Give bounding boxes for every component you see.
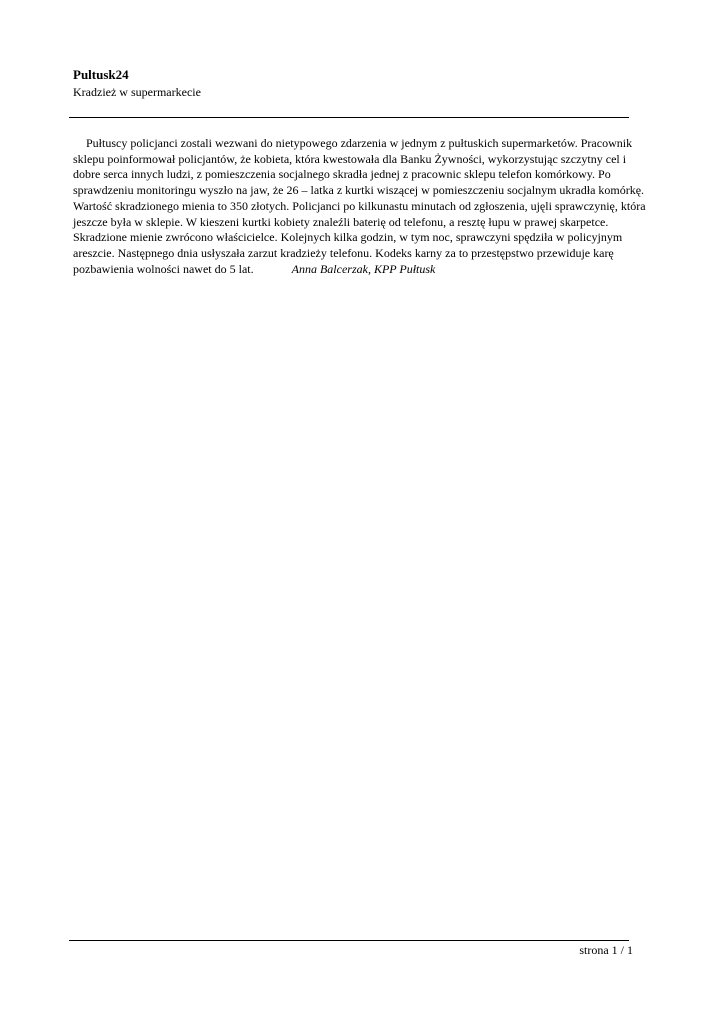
article-line: Pułtuscy policjanci zostali wezwani do nietypowego zdarzenia w jednym z pułtuskich supermarketów. Pracownik: [86, 136, 633, 150]
article-line: areszcie. Następnego dnia usłyszała zarzut kradzieży telefonu. Kodeks karny za to przestępstwo przewiduje karę: [73, 245, 614, 260]
article-title: Kradzież w supermarkecie: [73, 85, 201, 99]
article-line: Skradzione mienie zwrócono właścicielce. Kolejnych kilka godzin, w tym noc, sprawczyni spędziła w policyjnym: [73, 230, 623, 245]
article-line: Wartość skradzionego mienia to 350 złotych. Policjanci po kilkunastu minutach od zgłoszenia, ujęli sprawczynię, która: [73, 198, 646, 213]
article-signature: Anna Balcerzak, KPP Pułtusk: [291, 261, 436, 276]
article-line: sklepu poinformował policjantów, że kobieta, która kwestowała dla Banku Żywności, wykorzystując szczytny cel i: [73, 151, 627, 166]
page-number: strona 1 / 1: [579, 943, 633, 957]
footer-divider: [69, 940, 629, 941]
site-name: Pultusk24: [73, 67, 129, 82]
article-last-line: [73, 262, 663, 278]
article-body: [73, 136, 663, 277]
article-paragraph: [73, 136, 663, 277]
header-divider: [69, 117, 629, 118]
article-line: pozbawienia wolności nawet do 5 lat.: [73, 261, 254, 276]
article-line: sprawdzeniu monitoringu wyszło na jaw, że 26 – latka z kurtki wiszącej w pomieszczeniu socjalnym ukradła komórkę.: [73, 183, 645, 198]
article-line: jeszcze była w sklepie. W kieszeni kurtki kobiety znaleźli baterię od telefonu, a resztę łupu w prawej skarpetce.: [73, 214, 609, 229]
article-line: dobre serca innych ludzi, z pomieszczenia socjalnego skradła jednej z pracownic sklepu telefon komórkowy. Po: [73, 167, 611, 182]
